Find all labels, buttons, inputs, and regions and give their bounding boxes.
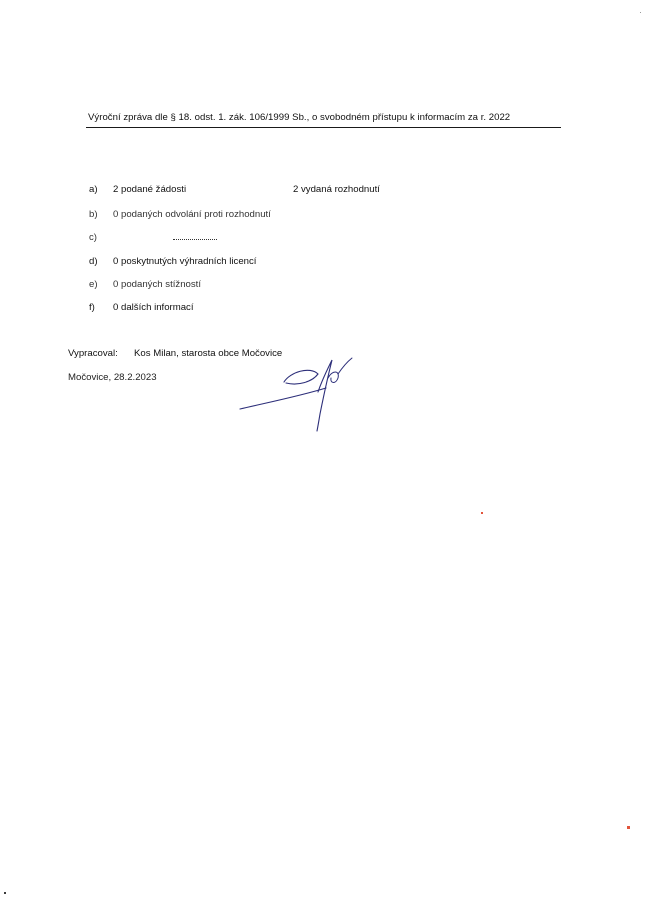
list-extra: 2 vydaná rozhodnutí xyxy=(293,184,380,195)
title-underline xyxy=(86,127,561,128)
list-text: 0 podaných stížností xyxy=(113,279,201,290)
list-text: 2 podané žádosti xyxy=(113,184,187,195)
list-marker: a) xyxy=(89,184,98,195)
prepared-by-name: Kos Milan, starosta obce Močovice xyxy=(134,348,283,359)
list-text: 0 podaných odvolání proti rozhodnutí xyxy=(113,209,271,220)
list-text: 0 dalších informací xyxy=(113,302,194,313)
list-text: 0 poskytnutých výhradních licencí xyxy=(113,256,257,267)
paper-speck xyxy=(481,512,483,514)
list-marker: d) xyxy=(89,256,98,267)
signature-icon xyxy=(236,352,360,434)
report-title: Výroční zpráva dle § 18. odst. 1. zák. 106/1999 Sb., o svobodném přístupu k informacím za r. 2022 xyxy=(88,112,511,123)
paper-speck xyxy=(640,12,641,13)
prepared-by-label: Vypracoval: xyxy=(68,348,118,359)
list-marker: e) xyxy=(89,279,98,290)
list-marker: f) xyxy=(89,302,95,313)
paper-speck xyxy=(4,892,6,894)
list-marker: b) xyxy=(89,209,98,220)
paper-speck xyxy=(627,826,630,829)
place-and-date: Močovice, 28.2.2023 xyxy=(68,372,157,383)
list-marker: c) xyxy=(89,232,97,243)
blank-dashed-line xyxy=(173,239,217,240)
